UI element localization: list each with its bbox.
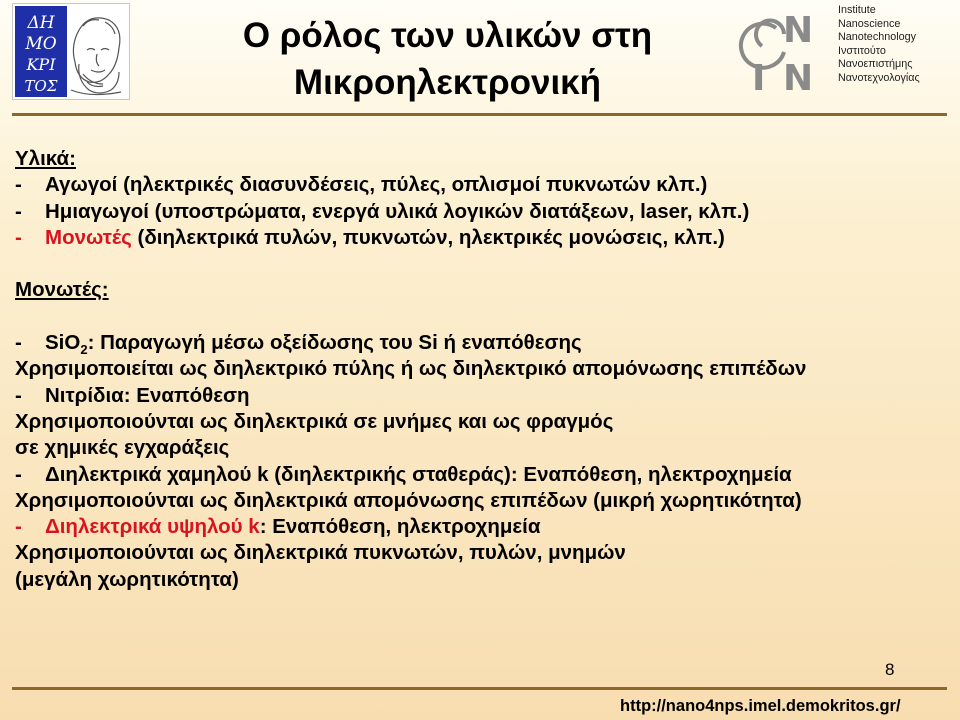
title-line-2: Μικροηλεκτρονική [293, 63, 602, 102]
logo-letters-2: ΜΟ [25, 34, 57, 54]
list-item-semiconductors: - Ημιαγωγοί (υποστρώματα, ενεργά υλικά λογικών διατάξεων, laser, κλπ.) [15, 199, 750, 223]
footer-url: http://nano4nps.imel.demokritos.gr/ [620, 697, 901, 715]
onin-line: Νανοτεχνολογίας [838, 71, 920, 84]
nitrides-usage-2: σε χημικές εγχαράξεις [15, 436, 230, 460]
list-item-sio2: - SiO$_2$: Παραγωγή μέσω οξείδωσης του Si ή εναπόθεσης [15, 331, 582, 358]
onin-line: Nanotechnology [838, 31, 917, 43]
list-item-insulators: - Μονωτές (διηλεκτρικά πυλών, πυκνωτών, ηλεκτρικές μονώσεις, κλπ.) [15, 225, 725, 249]
slide-body [15, 146, 806, 593]
list-item-low-k: - Διηλεκτρικά χαμηλού k (διηλεκτρικής σταθεράς): Εναπόθεση, ηλεκτροχημεία [15, 462, 792, 486]
highlight-high-k: Διηλεκτρικά υψηλού k [45, 515, 260, 539]
list-item-high-k: - Διηλεκτρικά υψηλού k: Εναπόθεση, ηλεκτροχημεία [15, 515, 541, 539]
highlight-insulators: Μονωτές [45, 225, 132, 249]
onin-line: Institute [838, 4, 876, 16]
insulators-heading: Μονωτές: [15, 278, 109, 302]
onin-line: Ινστιτούτο [838, 44, 886, 57]
sio2-formula: SiO [45, 331, 81, 355]
logo-letters-1: ΔΗ [27, 13, 55, 33]
demokritos-logo [12, 3, 130, 100]
header-divider [12, 113, 947, 116]
onin-institute-text [838, 4, 920, 85]
footer-divider [12, 687, 947, 690]
page-number: 8 [885, 660, 895, 679]
onin-line: Nanoscience [838, 17, 901, 30]
onin-letter-n2: N [783, 58, 814, 99]
onin-letter-i: I [752, 58, 766, 99]
nitrides-usage-1: Χρησιμοποιούνται ως διηλεκτρικά σε μνήμες και ως φραγμός [15, 409, 614, 433]
logo-letters-4: ΤΟΣ [24, 77, 58, 95]
onin-line: Νανοεπιστήμης [838, 58, 913, 70]
title-line-1: Ο ρόλος των υλικών στη [242, 16, 653, 55]
portrait-sketch [71, 18, 121, 95]
high-k-usage-2: (μεγάλη χωρητικότητα) [15, 567, 239, 591]
onin-letter-n1: N [783, 10, 814, 51]
list-item-nitrides: - Νιτρίδια: Εναπόθεση [15, 383, 250, 407]
list-item-conductors: - Αγωγοί (ηλεκτρικές διασυνδέσεις, πύλες, οπλισμοί πυκνωτών κλπ.) [15, 173, 708, 197]
high-k-usage-1: Χρησιμοποιούνται ως διηλεκτρικά πυκνωτών, πυλών, μνημών [15, 541, 626, 565]
low-k-usage: Χρησιμοποιούνται ως διηλεκτρικά απομόνωσης επιπέδων (μικρή χωρητικότητα) [15, 488, 802, 512]
logo-letters-3: ΚΡΙ [26, 55, 56, 74]
materials-heading: Υλικά: [15, 147, 76, 170]
slide-title [170, 12, 725, 106]
onin-logo [738, 2, 950, 106]
sio2-usage: Χρησιμοποιείται ως διηλεκτρικό πύλης ή ως διηλεκτρικό απομόνωσης επιπέδων [15, 357, 807, 381]
